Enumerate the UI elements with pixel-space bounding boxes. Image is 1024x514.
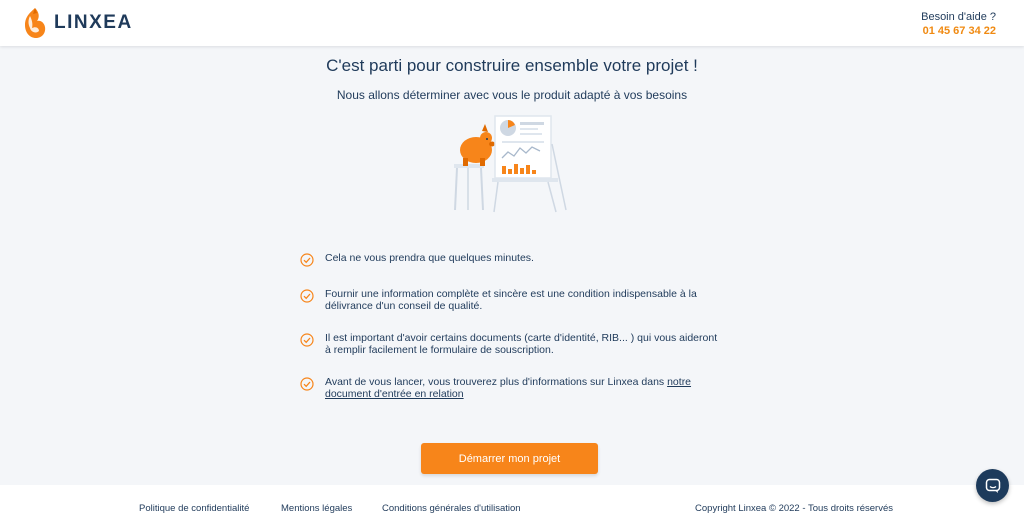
check-circle-icon <box>300 253 314 267</box>
list-item <box>300 288 720 312</box>
page-title: C'est parti pour construire ensemble votre projet ! <box>326 56 698 75</box>
list-item-text: Cela ne vous prendra que quelques minutes. <box>325 252 534 264</box>
help-title: Besoin d'aide ? <box>921 11 996 23</box>
legal-notice-link[interactable]: Mentions légales <box>281 503 353 514</box>
check-circle-icon <box>300 377 314 391</box>
copyright: Copyright Linxea © 2022 - Tous droits réservés <box>695 503 893 514</box>
check-circle-icon <box>300 333 314 347</box>
start-project-button[interactable]: Démarrer mon projet <box>421 443 598 474</box>
brand-name: LINXEA <box>54 12 133 33</box>
logo[interactable] <box>22 6 133 40</box>
page-subtitle: Nous allons déterminer avec vous le produit adapté à vos besoins <box>336 88 688 102</box>
help-phone[interactable]: 01 45 67 34 22 <box>922 25 996 37</box>
list-item-text: Il est important d'avoir certains documents (carte d'identité, RIB... ) qui vous aideront à remplir facilement le formulaire de souscription. <box>325 332 718 356</box>
list-item <box>300 332 720 356</box>
help-contact <box>921 11 996 38</box>
terms-link[interactable]: Conditions générales d'utilisation <box>382 503 521 514</box>
list-item-text <box>325 376 720 400</box>
list-item <box>300 376 720 400</box>
piggy-bank-chart-illustration <box>448 114 574 214</box>
list-item <box>300 252 720 267</box>
check-circle-icon <box>300 289 314 303</box>
fox-logo-icon <box>22 6 48 40</box>
list-item-text-prefix: Avant de vous lancer, vous trouverez plus d'informations sur Linxea dans <box>325 376 668 388</box>
chat-icon <box>985 478 1001 494</box>
header <box>0 0 1024 46</box>
footer <box>0 485 1024 514</box>
entry-document-link[interactable]: notre document d'entrée en relation <box>325 376 692 400</box>
privacy-policy-link[interactable]: Politique de confidentialité <box>139 503 250 514</box>
chat-button[interactable] <box>976 469 1009 502</box>
list-item-text: Fournir une information complète et sincère est une condition indispensable à la délivrance d'un conseil de qualité. <box>325 288 697 312</box>
